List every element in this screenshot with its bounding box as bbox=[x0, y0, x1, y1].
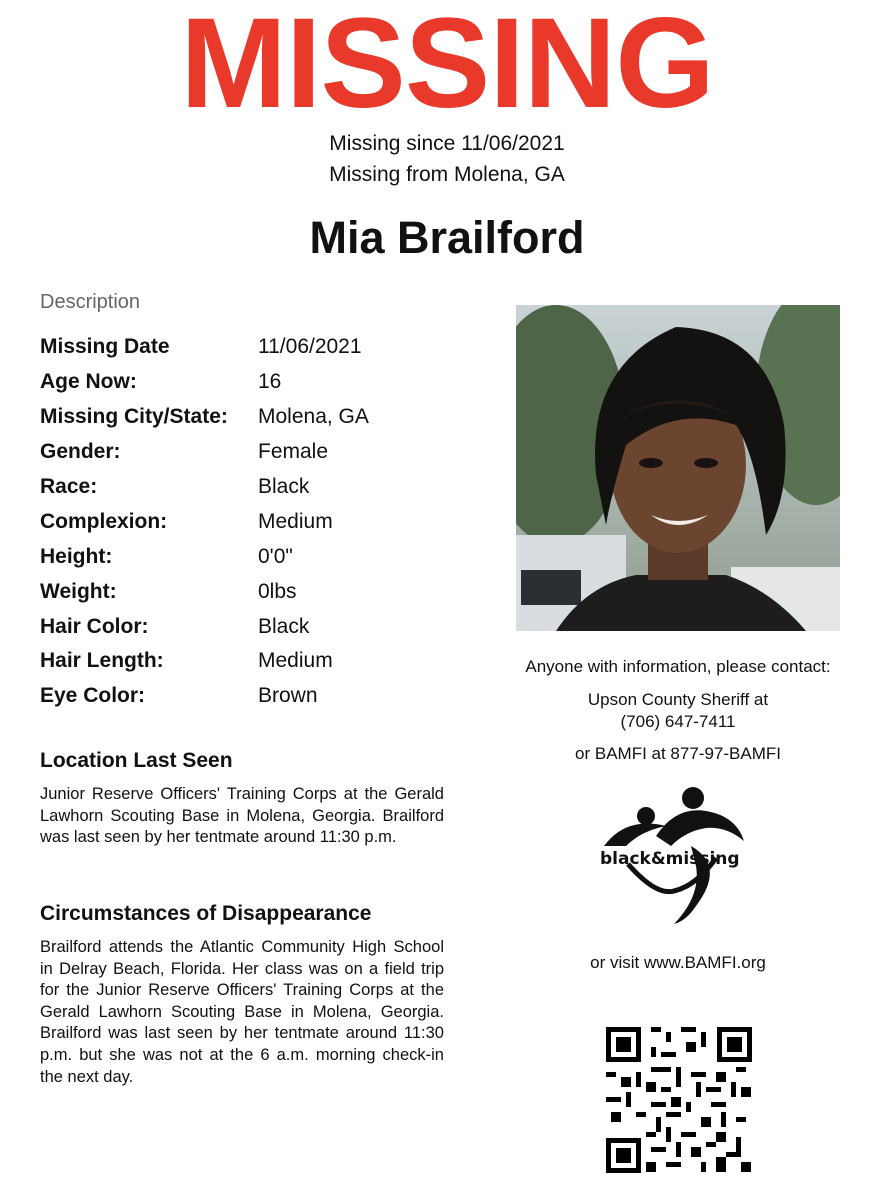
detail-value: Molena, GA bbox=[258, 405, 369, 429]
person-photo bbox=[516, 305, 840, 631]
detail-row bbox=[40, 330, 369, 365]
agency-name: Upson County Sheriff at bbox=[587, 690, 769, 709]
black-and-missing-logo bbox=[596, 786, 756, 926]
detail-value: 16 bbox=[258, 370, 282, 394]
circumstances-title: Circumstances of Disappearance bbox=[40, 902, 372, 925]
location-text: Junior Reserve Officers' Training Corps at the Gerald Lawhorn Scouting Base in Molena, Georgia. Brailford was last seen by her tentmate around 11:30 p.m. bbox=[40, 785, 444, 847]
detail-value: Female bbox=[258, 440, 329, 464]
detail-key: Complexion: bbox=[40, 509, 168, 533]
qr-code bbox=[606, 1027, 752, 1173]
detail-key: Eye Color: bbox=[40, 684, 146, 708]
detail-row bbox=[40, 435, 369, 470]
detail-key: Age Now: bbox=[40, 370, 137, 394]
detail-row bbox=[40, 679, 369, 714]
agency-phone: (706) 647-7411 bbox=[620, 712, 736, 731]
details-table bbox=[40, 330, 369, 714]
detail-key: Race: bbox=[40, 475, 98, 498]
detail-key: Missing Date bbox=[40, 335, 170, 359]
detail-value: 0lbs bbox=[258, 579, 297, 603]
missing-info bbox=[0, 128, 894, 190]
logo-text: black&missing bbox=[600, 849, 740, 869]
location-title: Location Last Seen bbox=[40, 749, 233, 772]
detail-key: Missing City/State: bbox=[40, 405, 228, 429]
detail-row bbox=[40, 609, 369, 644]
detail-key: Hair Color: bbox=[40, 614, 149, 638]
missing-headline: MISSING bbox=[180, 0, 714, 135]
detail-row bbox=[40, 539, 369, 574]
contact-website: or visit www.BAMFI.org bbox=[590, 953, 766, 972]
detail-row bbox=[40, 400, 369, 435]
detail-value: Medium bbox=[258, 509, 333, 533]
circumstances-text: Brailford attends the Atlantic Community High School in Delray Beach, Florida. Her class was on a field trip for the Junior Reserve Officers' Training Corps at the Gerald Lawhorn Scouting Base in Molena, Georgia. Brailford was last seen by her tentmate around 11:30 p.m. but she was not at the 6 a.m. morning check-in the next day. bbox=[40, 938, 444, 1086]
detail-row bbox=[40, 574, 369, 609]
detail-key: Height: bbox=[40, 544, 113, 568]
detail-key: Gender: bbox=[40, 440, 121, 464]
detail-row bbox=[40, 470, 369, 505]
detail-row bbox=[40, 365, 369, 400]
detail-value: 11/06/2021 bbox=[258, 335, 362, 359]
detail-value: Black bbox=[258, 475, 310, 498]
contact-bamfi: or BAMFI at 877-97-BAMFI bbox=[575, 744, 781, 763]
description-label: Description bbox=[40, 291, 141, 313]
detail-value: Medium bbox=[258, 649, 333, 673]
person-name: Mia Brailford bbox=[309, 212, 585, 263]
detail-row bbox=[40, 644, 369, 679]
detail-value: Black bbox=[258, 614, 310, 638]
detail-key: Weight: bbox=[40, 579, 117, 603]
detail-key: Hair Length: bbox=[40, 649, 164, 673]
detail-value: 0'0" bbox=[258, 544, 293, 568]
detail-row bbox=[40, 504, 369, 539]
detail-value: Brown bbox=[258, 684, 318, 708]
contact-intro: Anyone with information, please contact: bbox=[525, 657, 831, 676]
missing-since: Missing since 11/06/2021 bbox=[329, 132, 565, 155]
missing-from: Missing from Molena, GA bbox=[329, 163, 565, 186]
contact-agency bbox=[468, 689, 888, 733]
